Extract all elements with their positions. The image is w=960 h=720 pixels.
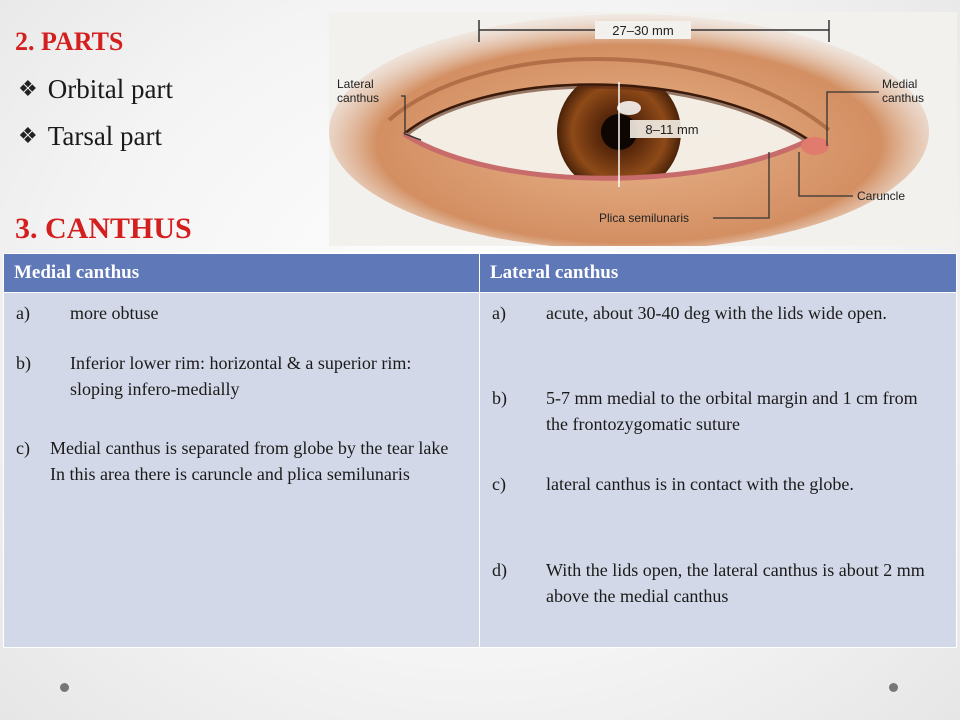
item-marker: b) (492, 388, 507, 408)
highlight (617, 101, 641, 115)
item-text: lateral canthus is in contact with the globe. (546, 474, 854, 494)
list-item (16, 435, 454, 487)
list-item (492, 385, 942, 437)
item-text: With the lids open, the lateral canthus is about 2 mm above the medial canthus (546, 560, 925, 606)
eye-anatomy-figure (329, 12, 957, 246)
width-dimension-label: 27–30 mm (612, 23, 674, 38)
list-item (492, 300, 942, 326)
bullet-text: Tarsal part (47, 121, 163, 151)
medial-canthus-label-2: canthus (882, 91, 925, 105)
plica-semilunaris-label: Plica semilunaris (599, 211, 690, 225)
item-marker: c) (16, 438, 30, 458)
item-marker: c) (492, 474, 506, 494)
table-header-row (4, 254, 957, 293)
eye-illustration (329, 12, 957, 246)
caruncle (801, 137, 829, 155)
diamond-bullet-icon: ❖ (18, 123, 38, 148)
item-marker: a) (16, 303, 30, 323)
item-marker: b) (16, 353, 31, 373)
list-item (16, 300, 446, 326)
bullet-tarsal-part (18, 121, 162, 152)
medial-cell (4, 293, 480, 648)
slide-dot-left (60, 683, 69, 692)
item-marker: d) (492, 560, 507, 580)
slide-dot-right (889, 683, 898, 692)
item-text: Inferior lower rim: horizontal & a superior rim: sloping infero-medially (70, 353, 412, 399)
list-item (492, 557, 942, 609)
diamond-bullet-icon: ❖ (18, 76, 38, 101)
item-text: 5-7 mm medial to the orbital margin and 1 cm from the frontozygomatic suture (546, 388, 918, 434)
medial-canthus-label-1: Medial (882, 77, 918, 91)
item-text: acute, about 30-40 deg with the lids wide open. (546, 303, 887, 323)
item-text: Medial canthus is separated from globe by the tear lake In this area there is caruncle and plica semilunaris (50, 438, 449, 484)
table-row (4, 293, 957, 648)
header-medial-canthus: Medial canthus (4, 254, 480, 293)
bullet-orbital-part (18, 74, 173, 105)
lateral-cell (480, 293, 957, 648)
list-item (492, 471, 942, 497)
caruncle-label: Caruncle (857, 189, 906, 203)
lateral-canthus-label-2: canthus (337, 91, 380, 105)
list-item (16, 350, 446, 402)
item-marker: a) (492, 303, 506, 323)
canthus-table (3, 253, 957, 648)
height-dimension-label: 8–11 mm (645, 122, 699, 137)
bullet-text: Orbital part (47, 74, 173, 104)
header-lateral-canthus: Lateral canthus (480, 254, 957, 293)
parts-heading: 2. PARTS (15, 27, 124, 56)
canthus-heading: 3. CANTHUS (15, 212, 192, 245)
item-text: more obtuse (70, 303, 159, 323)
lateral-canthus-label-1: Lateral (337, 77, 374, 91)
